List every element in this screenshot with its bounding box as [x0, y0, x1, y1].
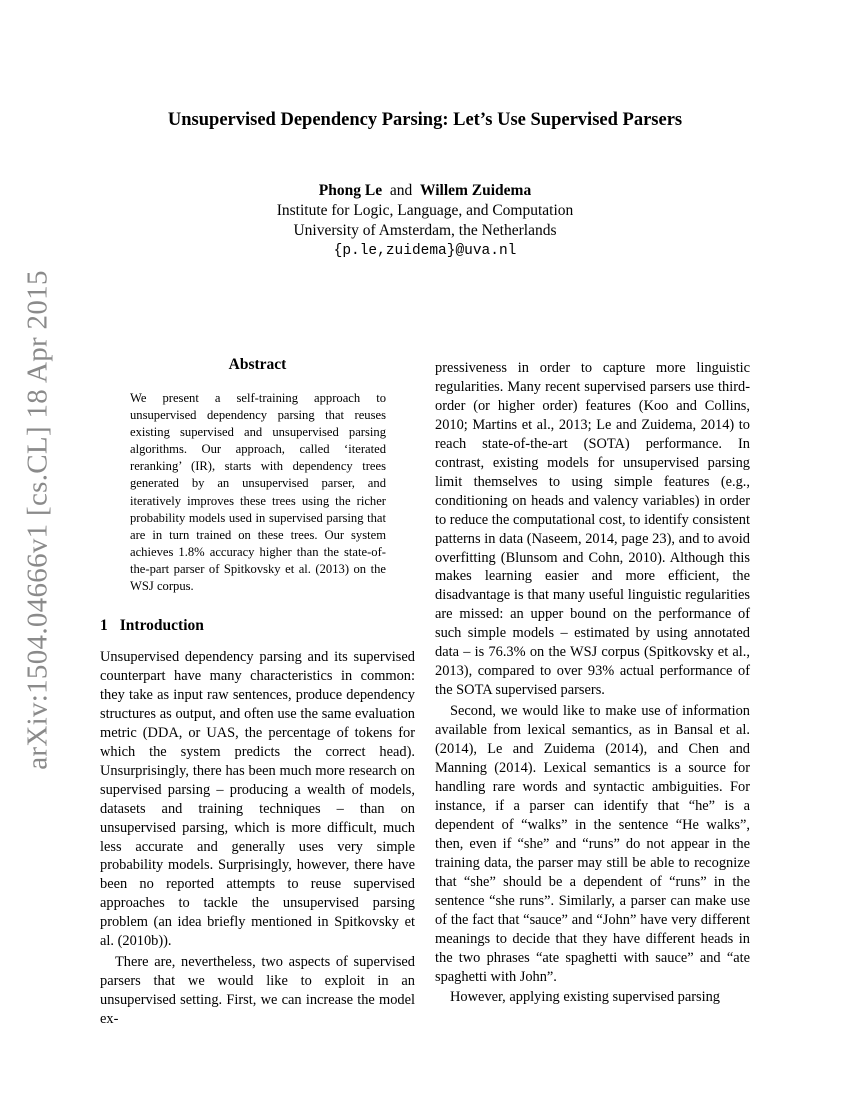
paper-title: Unsupervised Dependency Parsing: Let’s Use Supervised Parsers: [167, 110, 683, 130]
affiliation-university: University of Amsterdam, the Netherlands: [293, 222, 557, 239]
arxiv-stamp-text: arXiv:1504.04666v1 [cs.CL] 18 Apr 2015: [21, 270, 54, 770]
arxiv-stamp: [18, 270, 58, 770]
section-title: Introduction: [119, 617, 204, 634]
author-line: [0, 181, 850, 201]
abstract-body: We present a self-training approach to unsupervised dependency parsing that reuses existing supervised and unsupervised parsing algorithms. Our approach, called ‘iterated reranking’ (IR), starts with dependency trees generated by an unsupervised parser, and iteratively improves these trees using the richer probability models used in supervised parsing that are in turn trained on these trees. Our system achieves 1.8% accuracy higher than the state-of-the-part parser of Spitkovsky et al. (2013) on the WSJ corpus.: [130, 391, 386, 594]
author-email: [0, 240, 850, 261]
section-number: 1: [100, 617, 108, 634]
section-heading: [100, 617, 204, 635]
abstract-heading: Abstract: [228, 356, 287, 373]
paragraph: There are, nevertheless, two aspects of supervised parsers that we would like to exploit in an unsupervised setting. First, we can increase the model ex-: [100, 954, 415, 1028]
affiliation-institute: Institute for Logic, Language, and Computation: [276, 202, 574, 219]
left-column-body: [100, 648, 415, 1029]
author-name: Willem Zuidema: [419, 182, 532, 199]
email-user: {p.le,zuidema}: [333, 243, 456, 259]
right-column-body: [435, 359, 750, 1007]
paragraph: pressiveness in order to capture more linguistic regularities. Many recent supervised parsers use third-order (or higher order) features (Koo and Collins, 2010; Martins et al., 2013; Le and Zuidema, 2014) to reach state-of-the-art (SOTA) performance. In contrast, existing models for unsupervised parsing limit themselves to using simple features (e.g., conditioning on heads and valency variables) in order to reduce the computational cost, to identify consistent patterns in data (Naseem, 2014, page 23), and to avoid overfitting (Blunsom and Cohn, 2010). Although this makes learning easier and more efficient, the disadvantage is that many useful linguistic regularities are missed: an upper bound on the performance of such simple models – estimated by using annotated data – is 76.3% on the WSJ corpus (Spitkovsky et al., 2013), compared to over 93% actual performance of the SOTA supervised parsers.: [435, 360, 750, 699]
paragraph: However, applying existing supervised parsing: [450, 989, 720, 1006]
paragraph: Unsupervised dependency parsing and its supervised counterpart have many characteristics in common: they take as input raw sentences, produce dependency structures as output, and often use the same evaluation metric (DDA, or UAS, the percentage of tokens for which the system predicts the correct head). Unsurprisingly, there has been much more research on supervised parsing – producing a wealth of models, datasets and training techniques – than on unsupervised parsing, which is more difficult, much less accurate and generally uses very simple probability models. Surprisingly, however, there have been no reported attempts to reuse supervised approaches to tackle the unsupervised parsing problem (an idea briefly mentioned in Spitkovsky et al. (2010b)).: [100, 649, 415, 950]
author-name: Phong Le: [318, 182, 383, 199]
paragraph: Second, we would like to make use of information available from lexical semantics, as in Bansal et al. (2014), Le and Zuidema (2014), and Chen and Manning (2014). Lexical semantics is a source for handling rare words and syntactic ambiguities. For instance, if a parser can identify that “he” is a dependent of “walks” in the sentence “He walks”, then, even if “she” and “runs” do not appear in the training data, the parser may still be able to recognize that “she” should be a dependent of “runs” in the sentence “she runs”. Similarly, a parser can make use of the fact that “sauce” and “John” have very different meanings to decide that they have different heads in the two phrases “ate spaghetti with sauce” and “ate spaghetti with John”.: [435, 703, 750, 985]
author-joiner: and: [389, 182, 413, 199]
email-domain: @uva.nl: [455, 243, 517, 259]
